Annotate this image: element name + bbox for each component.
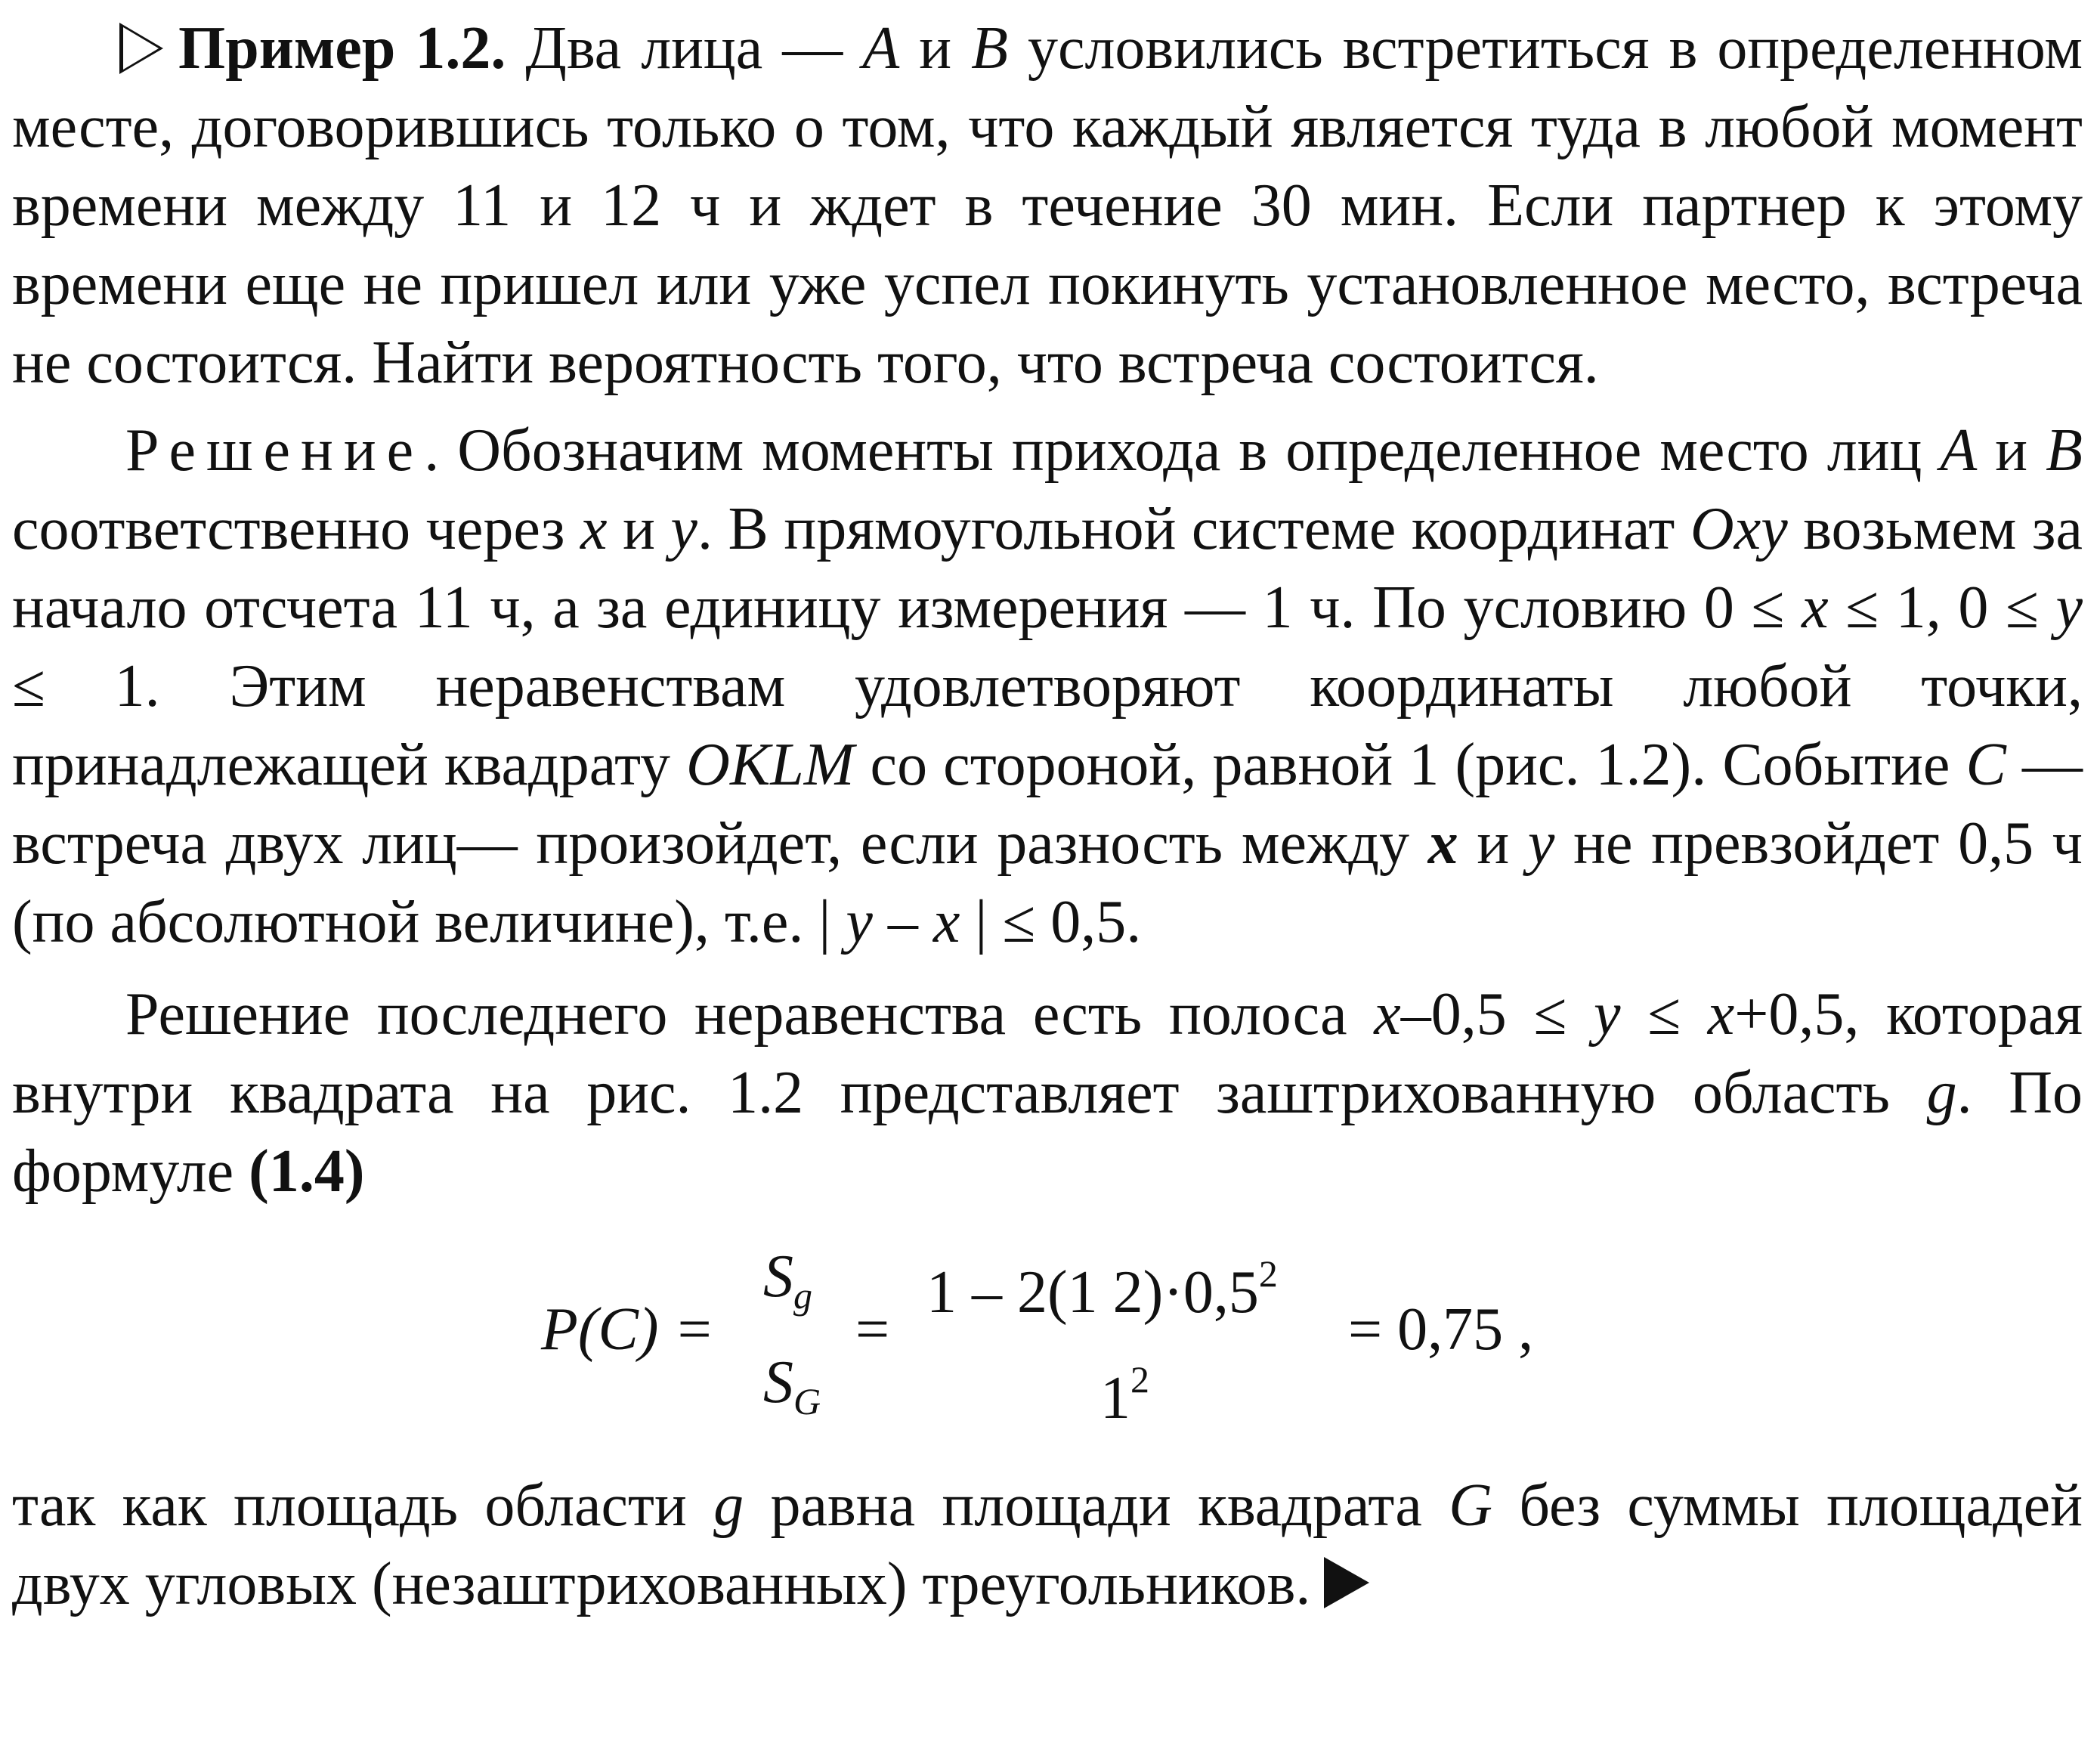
region-G: G: [1449, 1472, 1492, 1539]
square-name: OKLM: [686, 732, 855, 798]
text: соответственно через: [12, 496, 580, 562]
example-paragraph: [12, 9, 2083, 402]
text: так как площадь области: [12, 1472, 714, 1539]
var-b: B: [2046, 417, 2083, 484]
coord-system: Oxy: [1690, 496, 1788, 562]
text: ≤ 1. Этим неравенствам удовлетворяют координаты любой точки, принадлежащей квадрату: [12, 653, 2083, 798]
formula-equals: =: [855, 1296, 890, 1363]
text: Два лица —: [506, 15, 863, 82]
var-y: y: [1527, 810, 1555, 877]
formula-result: = 0,75 ,: [1348, 1296, 1534, 1363]
document-page: [12, 0, 2083, 1623]
text: | ≤ 0,5.: [960, 889, 1142, 955]
example-label: Пример 1.2.: [178, 15, 506, 82]
text: со стороной, равной 1 (рис. 1.2). Событие: [854, 732, 1966, 798]
formula-lhs: P(C) =: [541, 1296, 715, 1363]
text: ≤: [1620, 981, 1708, 1048]
text: условились встретиться в определенном месте, договорившись только о том, что каждый является туда в любой момент времени между 11 и 12 ч и ждет в течение 30 мин. Если партнер к этому времени еще не пришел или уже успел покинуть установленное место, встреча не состоится. Найти вероятность того, что встреча состоится.: [12, 15, 2083, 396]
example-start-marker-icon: [119, 23, 163, 74]
var-b: B: [971, 15, 1008, 82]
solution-label: Решение: [125, 417, 425, 484]
var-x: x: [580, 496, 608, 562]
var-x: x: [1374, 981, 1401, 1048]
fraction2-denominator: $1^2$: [1100, 1358, 1149, 1432]
text: не превзойдет 0,5 ч (по абсолютной величине), т.е. |: [12, 810, 2083, 955]
var-y: y: [2055, 574, 2083, 641]
var-a: A: [1940, 417, 1978, 484]
fraction1-denominator: $S_G$: [763, 1349, 821, 1422]
fraction2-numerator: 1 – 2(1 $2)\cdot 0,5^2$: [926, 1252, 1278, 1326]
text: — встреча двух лиц— произойдет, если разность между: [12, 732, 2083, 877]
var-y: y: [1594, 981, 1621, 1048]
text: равна площади квадрата: [744, 1472, 1449, 1539]
text: и: [899, 15, 972, 82]
text: . В прямоугольной системе координат: [697, 496, 1690, 562]
var-x: x: [1707, 981, 1735, 1048]
text: . Обозначим моменты прихода в определенное место лиц: [424, 417, 1941, 484]
var-a: A: [862, 15, 900, 82]
region-g: g: [1926, 1060, 1957, 1126]
solution-paragraph: [12, 411, 2083, 961]
formula-reference: (1.4): [249, 1138, 365, 1205]
probability-formula: [12, 1217, 2083, 1436]
example-end-marker-icon: [1324, 1557, 1369, 1608]
text: Решение последнего неравенства есть полоса: [125, 981, 1375, 1048]
event-c: C: [1965, 732, 2006, 798]
text: . По формуле: [12, 1060, 2083, 1205]
var-x-bold: x: [1427, 810, 1458, 877]
strip-paragraph: [12, 975, 2083, 1211]
text: +0,5, которая внутри квадрата на рис. 1.2 представляет заштрихованную область: [12, 981, 2083, 1126]
text: без суммы площадей двух угловых (незаштрихованных) треугольников.: [12, 1472, 2083, 1617]
text: и: [1458, 810, 1528, 877]
text: –0,5 ≤: [1400, 981, 1594, 1048]
text: и: [1977, 417, 2046, 484]
abs-expression: y – x: [846, 889, 960, 955]
text: и: [607, 496, 671, 562]
fraction1-numerator: $S_g$: [763, 1243, 812, 1317]
text: возьмем за начало отсчета 11 ч, а за единицу измерения — 1 ч. По условию 0 ≤: [12, 496, 2083, 641]
text: ≤ 1, 0 ≤: [1828, 574, 2056, 641]
region-g: g: [713, 1472, 744, 1539]
var-x: x: [1802, 574, 1829, 641]
var-y: y: [670, 496, 697, 562]
conclusion-paragraph: [12, 1466, 2083, 1623]
